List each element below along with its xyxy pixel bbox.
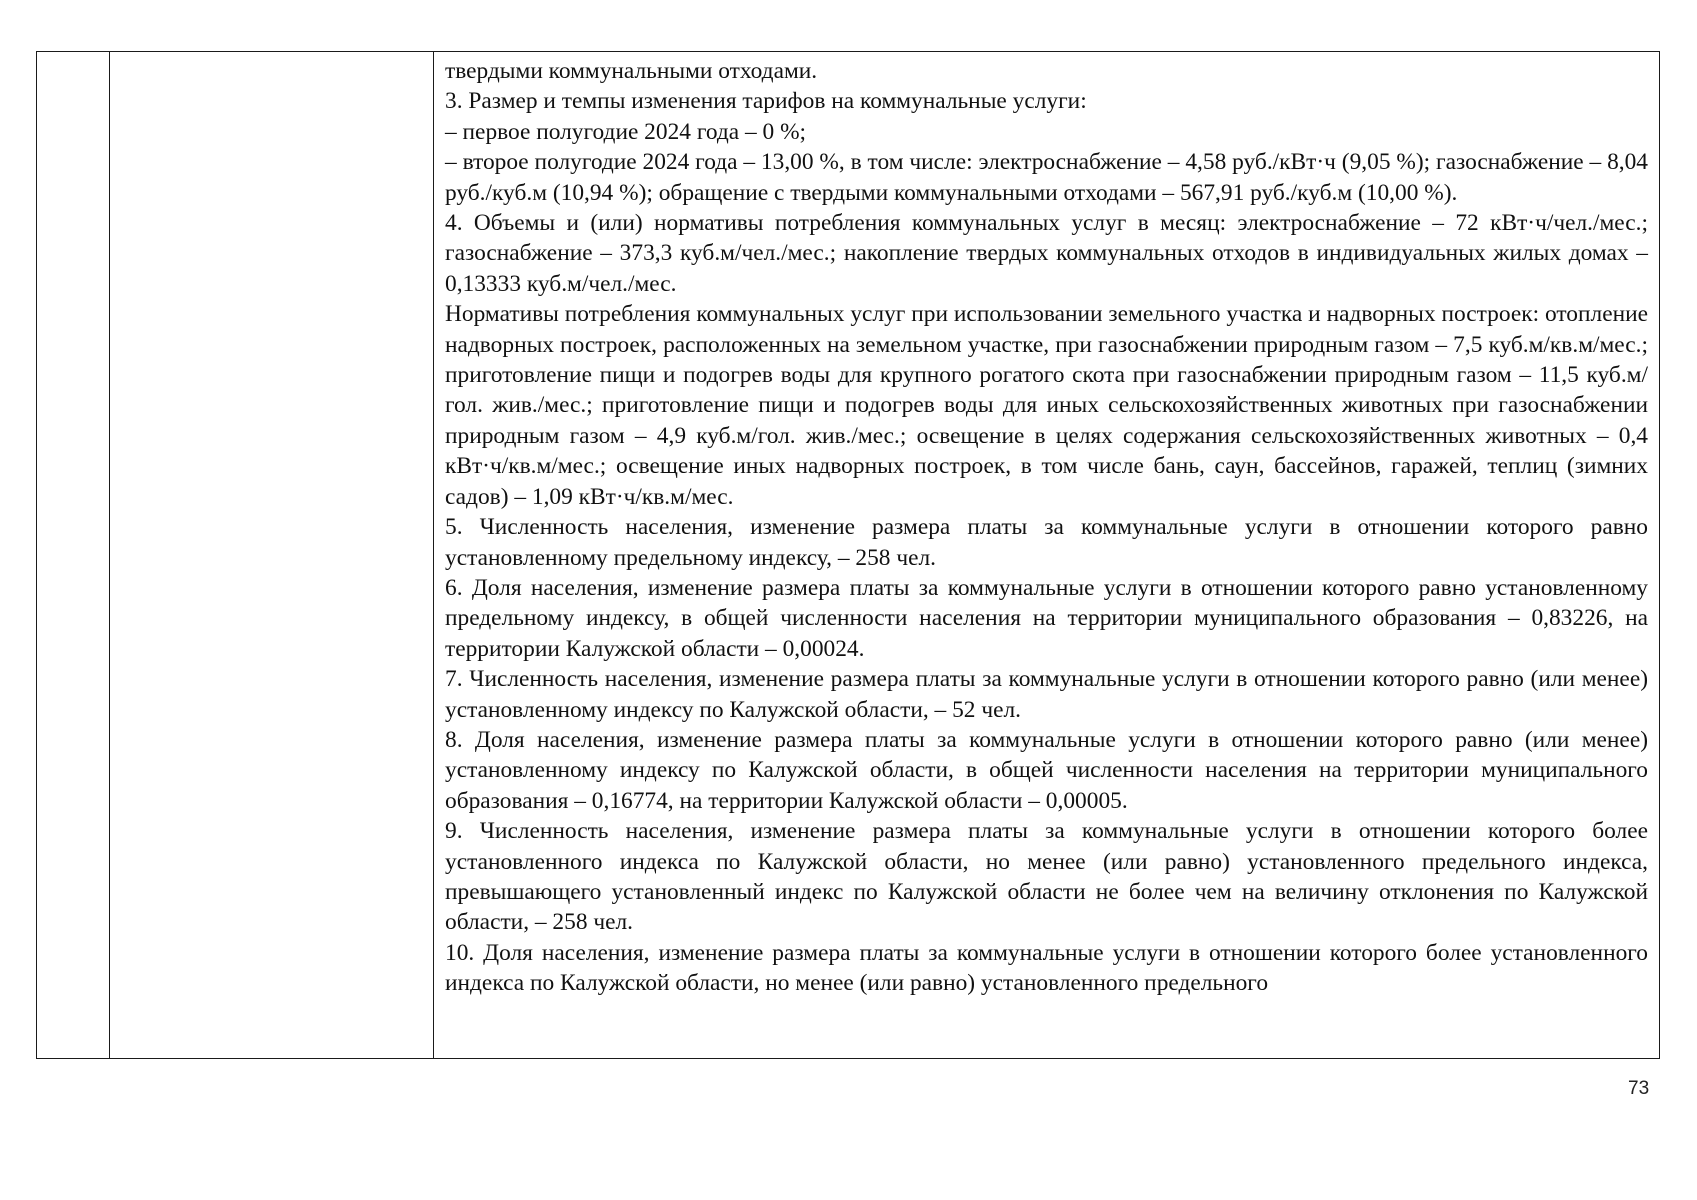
document-table (36, 51, 1660, 1059)
table-column-content (434, 52, 1659, 1058)
paragraph-intro-tail: твердыми коммунальными отходами. (445, 58, 818, 84)
paragraph-item-9: 9. Численность населения, изменение размера платы за коммунальные услуги в отношении которого более установленного индекса по Калужской области, но менее (или равно) установленного предельного индекса, превышающего установленный индекс по Калужской области не более чем на величину отклонения по Калужской области, – 258 чел. (445, 818, 1648, 936)
paragraph-item-7: 7. Численность населения, изменение размера платы за коммунальные услуги в отношении которого равно (или менее) установленному индексу по Калужской области, – 52 чел. (445, 666, 1648, 723)
paragraph-item-10: 10. Доля населения, изменение размера платы за коммунальные услуги в отношении которого более установленного индекса по Калужской области, но менее (или равно) установленного предельного (445, 939, 1648, 997)
paragraph-item-4-land-norms: Нормативы потребления коммунальных услуг при использовании земельного участка и надворных построек: отопление надворных построек, расположенных на земельном участке, при газоснабжении природным газом – 7,5 куб.м/кв.м/мес.; приготовление пищи и подогрев воды для крупного рогатого скота при газоснабжении природным газом – 11,5 куб.м/гол. жив./мес.; приготовление пищи и подогрев воды для иных сельскохозяйственных животных при газоснабжении природным газом – 4,9 куб.м/гол. жив./мес.; освещение в целях содержания сельскохозяйственных животных – 0,4 кВт·ч/кв.м/мес.; освещение иных надворных построек, в том числе бань, саун, бассейнов, гаражей, теплиц (зимних садов) – 1,09 кВт·ч/кв.м/мес. (445, 301, 1648, 510)
paragraph-item-3-second-half: – второе полугодие 2024 года – 13,00 %, в том числе: электроснабжение – 4,58 руб./кВт·ч (9,05 %); газоснабжение – 8,04 руб./куб.м (10,94 %); обращение с твердыми коммунальными отходами – 567,91 руб./куб.м (10,00 %). (445, 149, 1648, 206)
page-number: 73 (1628, 1078, 1650, 1099)
table-column-name (110, 52, 434, 1058)
paragraph-item-5: 5. Численность населения, изменение размера платы за коммунальные услуги в отношении которого равно установленному предельному индексу, – 258 чел. (445, 514, 1648, 571)
table-column-number (37, 52, 110, 1058)
paragraph-item-4: 4. Объемы и (или) нормативы потребления коммунальных услуг в месяц: электроснабжение – 72 кВт·ч/чел./мес.; газоснабжение – 373,3 куб.м/чел./мес.; накопление твердых коммунальных отходов в индивидуальных жилых домах – 0,13333 куб.м/чел./мес. (445, 210, 1648, 297)
paragraph-item-8: 8. Доля населения, изменение размера платы за коммунальные услуги в отношении которого равно (или менее) установленному индексу по Калужской области, в общей численности населения на территории муниципального образования – 0,16774, на территории Калужской области – 0,00005. (445, 726, 1648, 814)
paragraph-item-3-first-half: – первое полугодие 2024 года – 0 %; (445, 118, 807, 145)
paragraph-item-3-heading: 3. Размер и темпы изменения тарифов на коммунальные услуги: (445, 88, 1087, 115)
paragraph-item-6: 6. Доля населения, изменение размера платы за коммунальные услуги в отношении которого равно установленному предельному индексу, в общей численности населения на территории муниципального образования – 0,83226, на территории Калужской области – 0,00024. (445, 574, 1648, 662)
